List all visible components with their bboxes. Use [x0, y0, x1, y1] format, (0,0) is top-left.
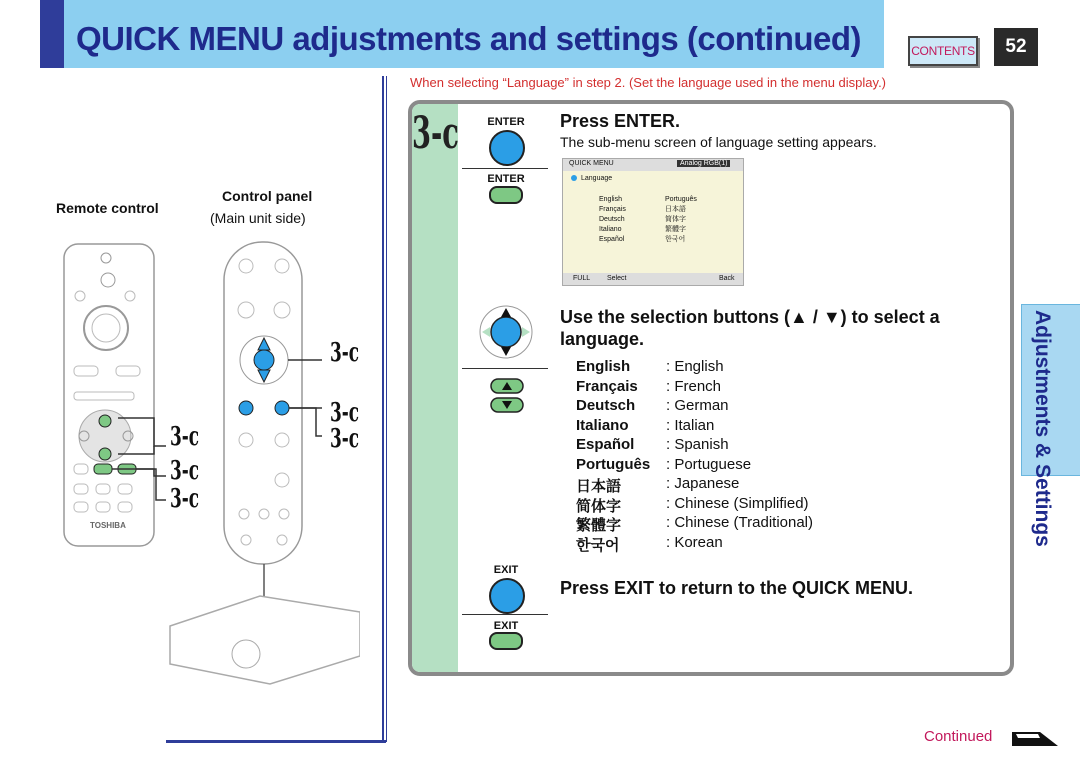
- press-enter-subtext: The sub-menu screen of language setting appears.: [560, 134, 877, 150]
- selection-heading: Use the selection buttons (▲ / ▼) to select a language.: [560, 307, 940, 349]
- language-row: [576, 436, 813, 456]
- screen-option: 日本語: [665, 206, 686, 213]
- section-tab-label: Adjustments & Settings: [1031, 310, 1054, 547]
- language-row: [576, 514, 813, 534]
- remote-control-label: Remote control: [56, 200, 159, 216]
- language-row: [576, 495, 813, 515]
- screen-footer-full: FULL: [573, 275, 591, 282]
- separator: [462, 168, 548, 169]
- language-native: 繁體字: [576, 517, 622, 534]
- language-row: [576, 417, 813, 437]
- screen-option: Italiano: [599, 226, 622, 233]
- remote-up-button: [99, 415, 111, 427]
- language-name: : Chinese (Traditional): [666, 514, 814, 531]
- remote-exit-button[interactable]: [489, 632, 523, 650]
- language-native: English: [576, 358, 631, 375]
- control-panel-label: Control panel: [222, 188, 313, 204]
- language-row: [576, 534, 813, 554]
- panel-step-strip: [412, 104, 458, 672]
- remote-body: [64, 244, 154, 546]
- enter-label-remote: ENTER: [487, 173, 525, 185]
- language-native: 简体字: [576, 497, 622, 515]
- screen-options-left: [599, 195, 626, 245]
- step-mark: 3-c: [330, 338, 360, 368]
- remote-illustration: [60, 236, 360, 696]
- header-accent-bar: [40, 0, 64, 68]
- step-mark: 3-c: [330, 398, 360, 428]
- step-mark: 3-c: [170, 456, 200, 486]
- divider-line: [382, 76, 384, 742]
- exit-label: EXIT: [493, 564, 519, 576]
- language-native: 日本語: [576, 478, 622, 495]
- projector-drawing: [170, 596, 360, 684]
- language-name: : Japanese: [666, 475, 740, 492]
- screen-title: QUICK MENU: [569, 160, 614, 167]
- main-unit-side-label: (Main unit side): [210, 210, 306, 226]
- language-native: Italiano: [576, 416, 629, 434]
- screen-option: Português: [665, 196, 697, 203]
- press-enter-heading: Press ENTER.: [560, 111, 681, 131]
- screen-option: 한국어: [665, 236, 686, 243]
- up-down-buttons[interactable]: [490, 378, 524, 414]
- language-row: [576, 358, 813, 378]
- screen-footer-select: Select: [607, 275, 627, 282]
- panel-select-button: [254, 350, 274, 370]
- screen-section: Language: [581, 175, 613, 182]
- screen-option: English: [599, 196, 622, 203]
- divider-line-thin: [386, 76, 387, 742]
- language-name: : Italian: [666, 416, 715, 434]
- language-name: : Korean: [666, 533, 723, 551]
- enter-button[interactable]: [489, 130, 525, 166]
- page-title: QUICK MENU adjustments and settings (continued): [76, 20, 862, 57]
- language-native: Français: [576, 377, 638, 395]
- screen-option: Deutsch: [599, 216, 625, 223]
- remote-enter-button: [94, 464, 112, 474]
- language-native: 한국어: [576, 536, 620, 554]
- page-number: 52: [994, 28, 1038, 66]
- language-name: : Portuguese: [666, 455, 752, 473]
- continued-link[interactable]: Continued: [924, 728, 993, 745]
- language-native: Português: [576, 455, 651, 473]
- step-mark: 3-c: [170, 484, 200, 514]
- screen-source: Analog RGB(1): [677, 160, 730, 167]
- language-name: : French: [666, 377, 722, 395]
- arrow-right-icon[interactable]: [1010, 730, 1060, 748]
- screen-option: Français: [599, 206, 626, 213]
- globe-icon: [571, 175, 577, 181]
- exit-heading: Press EXIT to return to the QUICK MENU.: [560, 578, 914, 598]
- language-native: Español: [576, 436, 635, 453]
- language-row: [576, 456, 813, 476]
- menu-screen-mock: [562, 158, 744, 286]
- exit-button[interactable]: [489, 578, 525, 614]
- selection-button[interactable]: [478, 304, 534, 360]
- panel-exit-button: [275, 401, 289, 415]
- language-name: : German: [666, 397, 729, 414]
- control-panel-body: [224, 242, 302, 564]
- remote-down-button: [99, 448, 111, 460]
- contents-button[interactable]: CONTENTS: [908, 36, 978, 66]
- separator: [462, 368, 548, 369]
- language-list: [576, 358, 813, 553]
- language-row: [576, 378, 813, 398]
- screen-footer-back: Back: [719, 275, 735, 282]
- remote-enter-button[interactable]: [489, 186, 523, 204]
- language-native: Deutsch: [576, 397, 636, 414]
- language-name: : English: [666, 358, 724, 375]
- language-name: : Chinese (Simplified): [666, 494, 809, 512]
- enter-label: ENTER: [487, 116, 525, 128]
- exit-label-remote: EXIT: [493, 620, 519, 632]
- screen-option: Español: [599, 236, 625, 243]
- language-name: : Spanish: [666, 436, 729, 453]
- step-number: 3-c: [412, 108, 459, 159]
- bottom-rule: [166, 740, 386, 743]
- step-mark: 3-c: [170, 422, 200, 452]
- screen-option: 简体字: [665, 216, 686, 223]
- language-row: [576, 475, 813, 495]
- language-row: [576, 397, 813, 417]
- screen-options-right: [665, 195, 697, 245]
- panel-enter-button: [239, 401, 253, 415]
- step-mark: 3-c: [330, 424, 360, 454]
- screen-option: 繁體字: [665, 226, 686, 233]
- svg-text:TOSHIBA: TOSHIBA: [90, 521, 126, 530]
- language-note: When selecting “Language” in step 2. (Set the language used in the menu display.): [410, 75, 887, 90]
- separator: [462, 614, 548, 615]
